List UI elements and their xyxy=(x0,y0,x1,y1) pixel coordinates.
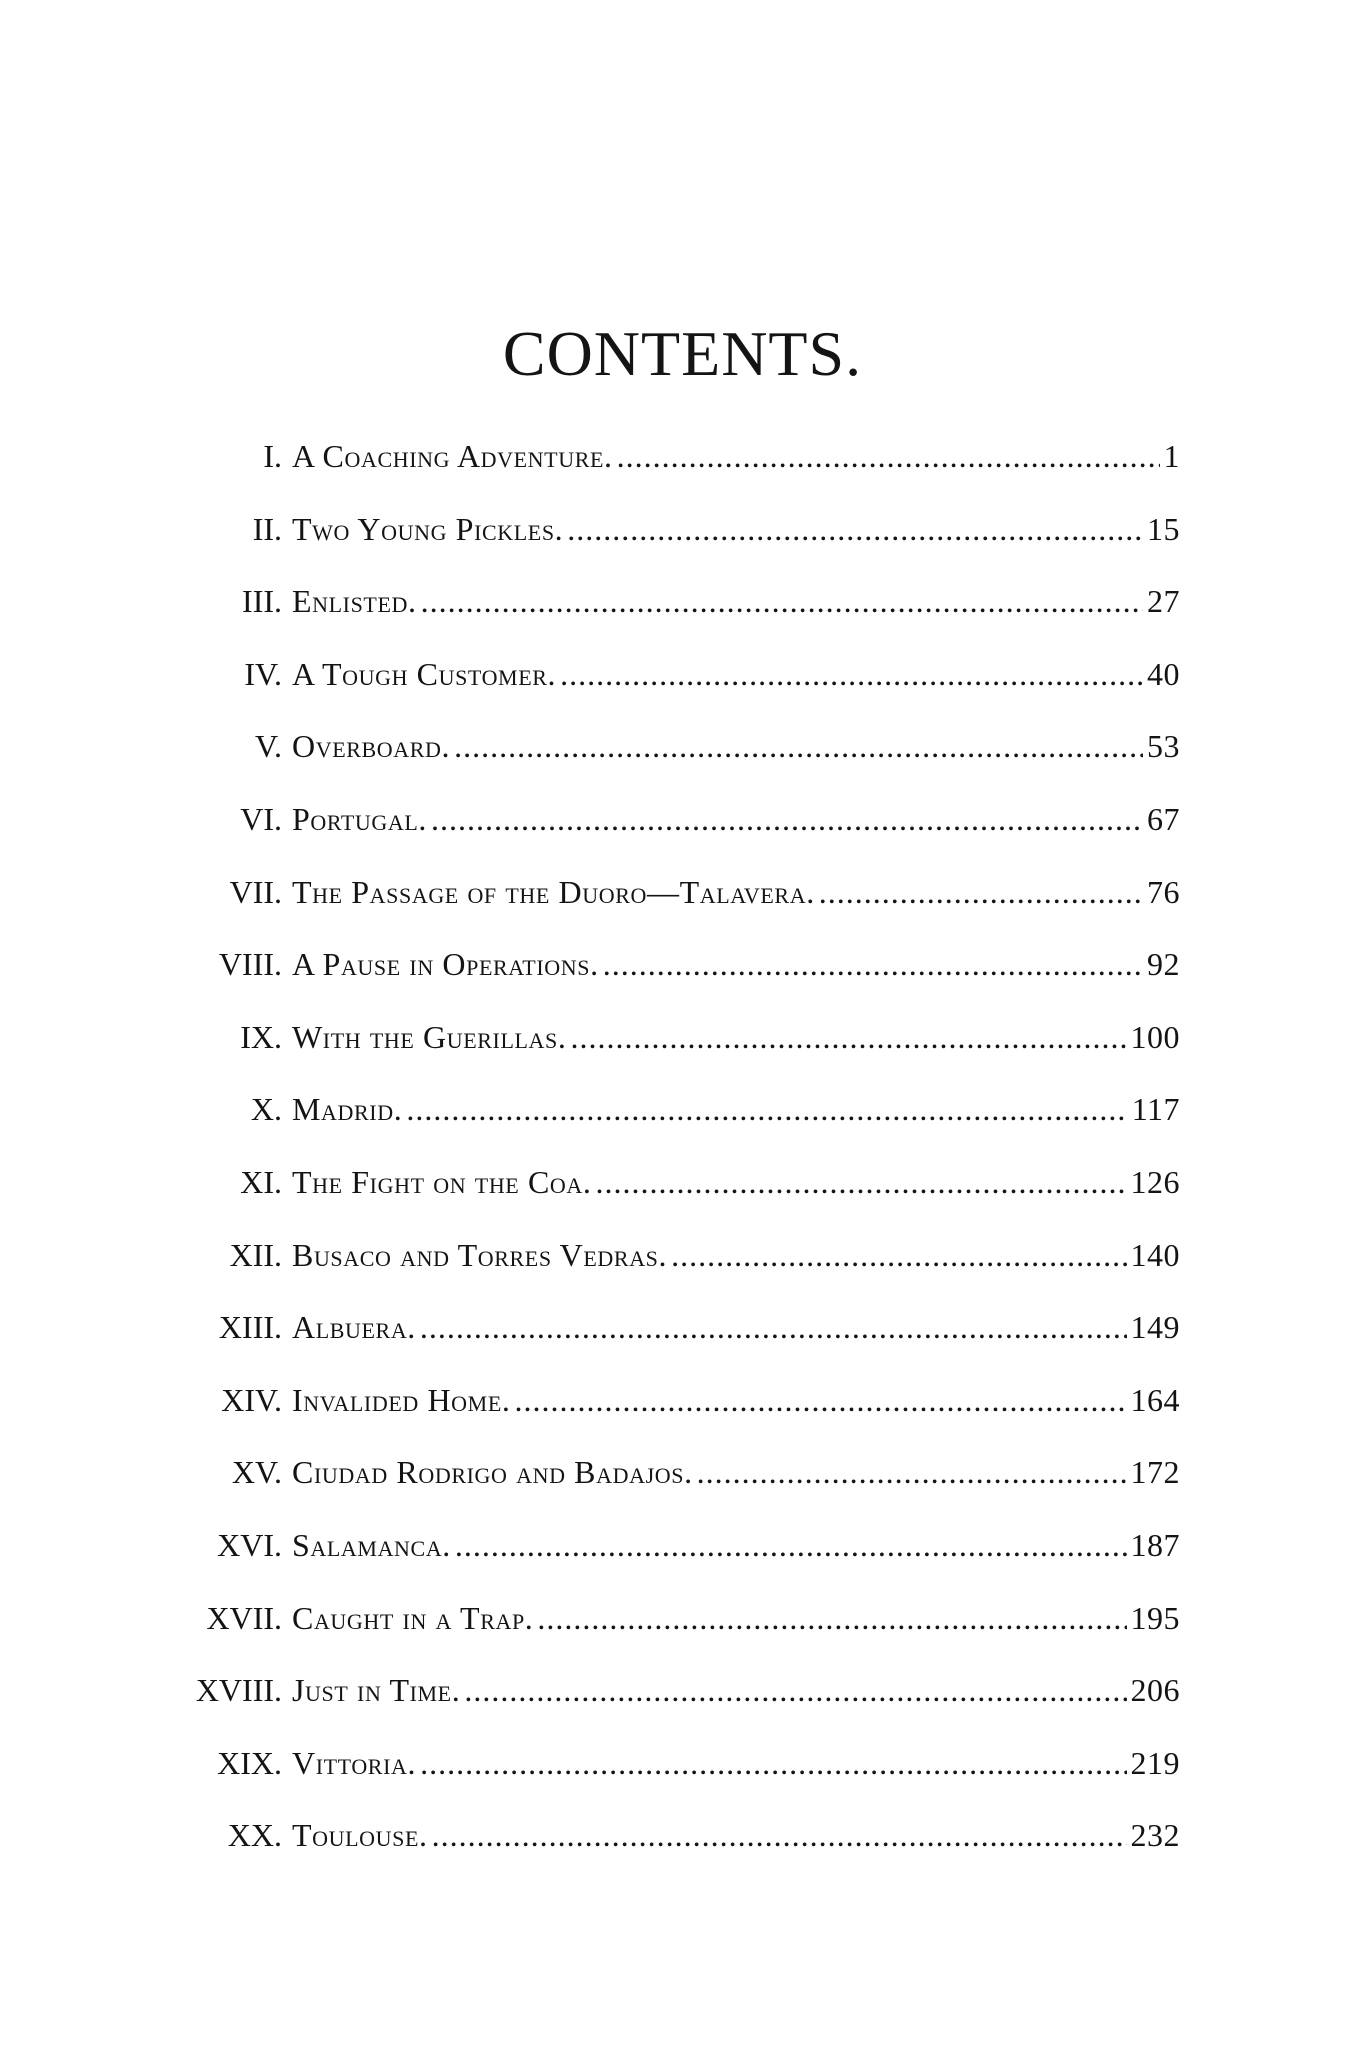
chapter-numeral: XVII. xyxy=(206,1599,282,1636)
toc-entry-20[interactable] xyxy=(190,1819,1180,1892)
chapter-numeral: X. xyxy=(250,1091,282,1128)
dot-leader xyxy=(697,1456,1127,1488)
chapter-title: The Passage of the Duoro—Talavera. xyxy=(292,873,815,910)
chapter-title: Salamanca. xyxy=(292,1526,451,1563)
page-number: 140 xyxy=(1130,1236,1180,1273)
page-number: 92 xyxy=(1147,946,1180,983)
toc-entry-18[interactable] xyxy=(190,1674,1180,1747)
chapter-numeral: XIII. xyxy=(218,1309,282,1346)
table-of-contents xyxy=(190,440,1180,1892)
page-number: 219 xyxy=(1130,1744,1180,1781)
chapter-numeral: XIV. xyxy=(221,1381,282,1418)
toc-entry-1[interactable] xyxy=(190,440,1180,513)
chapter-title: Albuera. xyxy=(292,1309,416,1346)
page-number: 195 xyxy=(1130,1599,1180,1636)
chapter-numeral: II. xyxy=(252,510,282,547)
dot-leader xyxy=(537,1602,1126,1634)
chapter-title: Ciudad Rodrigo and Badajos. xyxy=(292,1454,693,1491)
dot-leader xyxy=(432,1819,1127,1851)
chapter-numeral: VI. xyxy=(240,800,282,837)
chapter-title: A Pause in Operations. xyxy=(292,946,599,983)
page-number: 172 xyxy=(1130,1454,1180,1491)
chapter-numeral: I. xyxy=(263,438,282,474)
chapter-title: Two Young Pickles. xyxy=(292,510,564,547)
dot-leader xyxy=(603,948,1143,980)
page-number: 53 xyxy=(1147,728,1180,765)
dot-leader xyxy=(431,803,1143,835)
dot-leader xyxy=(595,1166,1126,1198)
page-number: 40 xyxy=(1147,655,1180,692)
chapter-numeral: VII. xyxy=(229,873,282,910)
chapter-numeral: XX. xyxy=(227,1817,282,1854)
chapter-title: Vittoria. xyxy=(292,1744,417,1781)
page-number: 1 xyxy=(1163,438,1180,474)
toc-entry-12[interactable] xyxy=(190,1236,1180,1312)
dot-leader xyxy=(819,876,1143,908)
toc-entry-5[interactable] xyxy=(190,730,1180,803)
dot-leader xyxy=(567,513,1143,545)
toc-entry-19[interactable] xyxy=(190,1744,1180,1820)
toc-entry-9[interactable] xyxy=(190,1018,1180,1094)
chapter-numeral: VIII. xyxy=(218,946,282,983)
chapter-title: A Tough Customer. xyxy=(292,655,557,692)
dot-leader xyxy=(455,1529,1127,1561)
chapter-title: Busaco and Torres Vedras. xyxy=(292,1236,668,1273)
page-title: CONTENTS. xyxy=(502,318,863,389)
toc-entry-3[interactable] xyxy=(190,585,1180,658)
chapter-numeral: XVIII. xyxy=(195,1672,282,1709)
chapter-numeral: IX. xyxy=(240,1018,282,1055)
dot-leader xyxy=(421,585,1143,617)
toc-entry-17[interactable] xyxy=(190,1599,1180,1675)
chapter-title: Toulouse. xyxy=(292,1817,428,1854)
page-number: 164 xyxy=(1130,1381,1180,1418)
chapter-numeral: IV. xyxy=(244,655,282,692)
toc-entry-10[interactable] xyxy=(190,1093,1180,1166)
dot-leader xyxy=(514,1384,1126,1416)
toc-entry-8[interactable] xyxy=(190,948,1180,1021)
toc-entry-11[interactable] xyxy=(190,1163,1180,1239)
page-number: 100 xyxy=(1130,1018,1180,1055)
toc-entry-16[interactable] xyxy=(190,1526,1180,1602)
page-number: 76 xyxy=(1147,873,1180,910)
page-number: 232 xyxy=(1130,1817,1180,1854)
toc-entry-4[interactable] xyxy=(190,655,1180,731)
dot-leader xyxy=(420,1747,1126,1779)
dot-leader xyxy=(406,1093,1127,1125)
page-number: 67 xyxy=(1147,800,1180,837)
chapter-title: Overboard. xyxy=(292,728,451,765)
chapter-numeral: XVI. xyxy=(217,1526,282,1563)
toc-entry-13[interactable] xyxy=(190,1311,1180,1384)
dot-leader xyxy=(420,1311,1127,1343)
chapter-title: With the Guerillas. xyxy=(292,1018,567,1055)
dot-leader xyxy=(671,1239,1126,1271)
dot-leader xyxy=(464,1674,1126,1706)
chapter-numeral: XII. xyxy=(229,1236,282,1273)
chapter-numeral: XV. xyxy=(231,1454,282,1491)
page-number: 27 xyxy=(1147,583,1180,620)
page-number: 149 xyxy=(1130,1309,1180,1346)
toc-entry-6[interactable] xyxy=(190,800,1180,876)
page-number: 126 xyxy=(1130,1163,1180,1200)
chapter-title: Madrid. xyxy=(292,1091,403,1128)
dot-leader xyxy=(454,730,1143,762)
chapter-numeral: V. xyxy=(255,728,282,765)
chapter-numeral: III. xyxy=(242,583,282,620)
dot-leader xyxy=(617,440,1160,472)
chapter-numeral: XI. xyxy=(240,1163,282,1200)
toc-entry-14[interactable] xyxy=(190,1381,1180,1457)
chapter-title: Just in Time. xyxy=(292,1672,461,1709)
page-number: 15 xyxy=(1147,510,1180,547)
chapter-title: Portugal. xyxy=(292,800,427,837)
toc-entry-15[interactable] xyxy=(190,1456,1180,1529)
toc-entry-7[interactable] xyxy=(190,873,1180,949)
dot-leader xyxy=(560,658,1143,690)
chapter-title: Caught in a Trap. xyxy=(292,1599,534,1636)
toc-entry-2[interactable] xyxy=(190,510,1180,586)
chapter-title: Invalided Home. xyxy=(292,1381,511,1418)
chapter-numeral: XIX. xyxy=(217,1744,282,1781)
dot-leader xyxy=(570,1021,1126,1053)
page-number: 187 xyxy=(1130,1526,1180,1563)
chapter-title: A Coaching Adventure. xyxy=(292,438,613,474)
page-number: 117 xyxy=(1131,1091,1180,1128)
page-number: 206 xyxy=(1130,1672,1180,1709)
chapter-title: The Fight on the Coa. xyxy=(292,1163,592,1200)
chapter-title: Enlisted. xyxy=(292,583,417,620)
